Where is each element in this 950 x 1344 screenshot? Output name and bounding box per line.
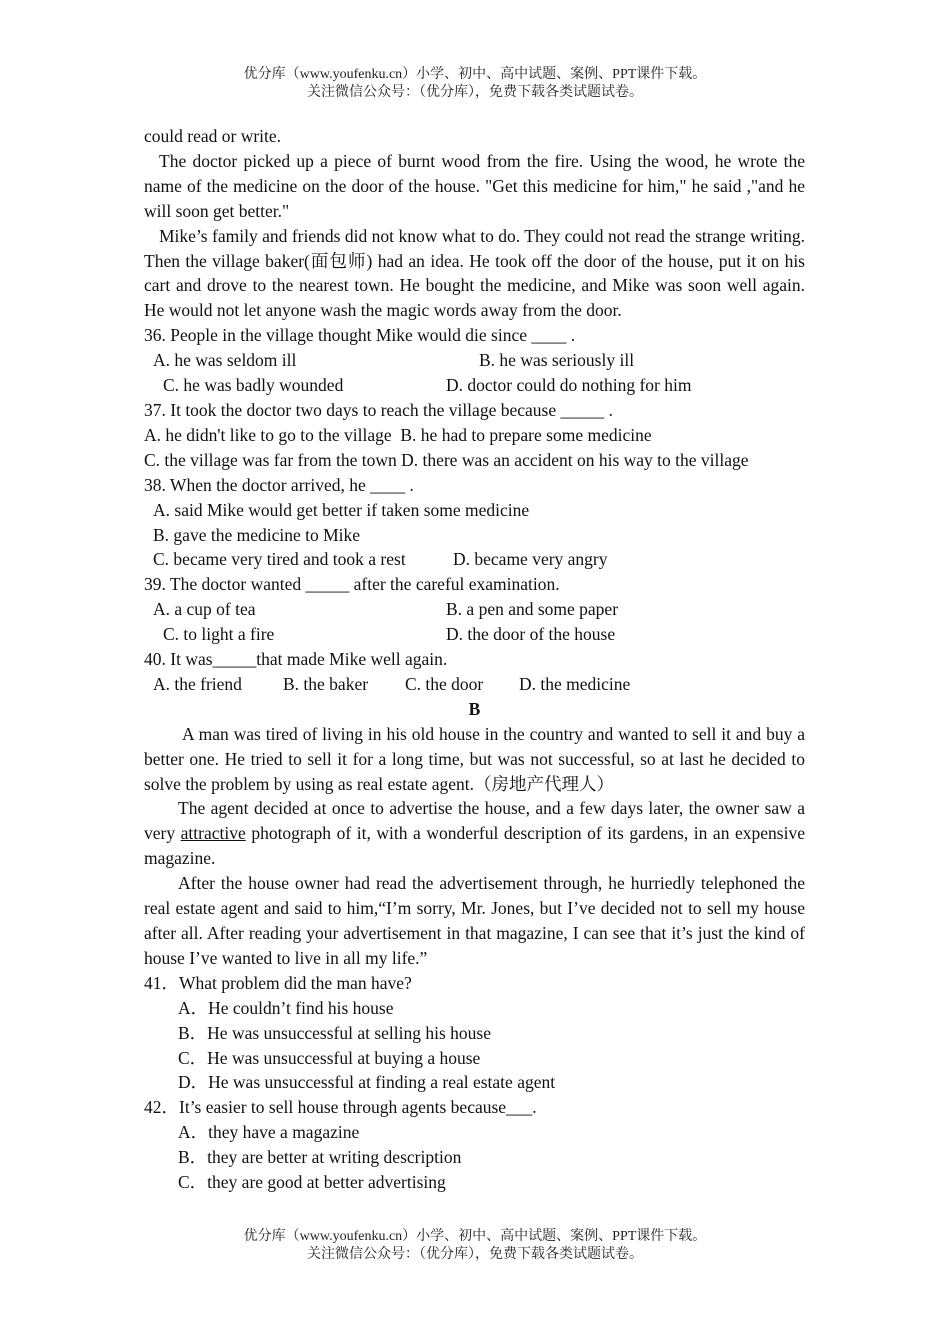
header-line-2: 关注微信公众号：（优分库），免费下载各类试题试卷。 [307,85,643,100]
document-body [144,124,805,1195]
question-39-options-ab [144,597,805,622]
option-39-b: B. a pen and some paper [446,599,619,620]
section-b-heading: B [468,698,481,719]
question-40-options [144,672,805,697]
option-41-c: C．He was unsuccessful at buying a house [178,1047,481,1068]
option-40-d: D. the medicine [519,673,631,694]
option-38-d: D. became very angry [453,549,608,570]
footer-line-1: 优分库（www.youfenku.cn）小学、初中、高中试题、案例、PPT课件下载。 [243,1229,707,1244]
option-36-b: B. he was seriously ill [479,350,635,371]
question-38-options-cd [144,547,805,572]
question-42-stem: 42．It’s easier to sell house through agents because___. [144,1097,537,1118]
option-41-b: B．He was unsuccessful at selling his house [178,1022,492,1043]
page-header [0,66,950,102]
question-38-stem: 38. When the doctor arrived, he ____ . [144,474,414,495]
option-41-a: A．He couldn’t find his house [178,997,394,1018]
passage-a-paragraph-2: Mike’s family and friends did not know what to do. They could not read the strange writing. Then the village baker(面包师) had an idea. He took off the door of the house, put it on his cart and drove to the nearest town. He bought the medicine, and Mike was soon well again. He would not let anyone wash the magic words away from the door. [144,225,805,321]
question-37-stem: 37. It took the doctor two days to reach the village because _____ . [144,399,613,420]
option-42-a: A．they have a magazine [178,1122,360,1143]
question-36-options-cd [144,373,805,398]
question-36-options-ab [144,348,805,373]
option-39-c: C. to light a fire [163,624,275,645]
passage-b-paragraph-2 [144,796,805,871]
option-40-a: A. the friend [153,673,242,694]
passage-b-paragraph-3: After the house owner had read the advertisement through, he hurriedly telephoned the real estate agent and said to him,“I’m sorry, Mr. Jones, but I’ve decided not to sell my house after all. After reading your advertisement in that magazine, I can see that it’s just the kind of house I’ve wanted to live in all my life.” [144,873,805,968]
option-38-a: A. said Mike would get better if taken some medicine [153,499,530,520]
underlined-word: attractive [180,823,246,844]
passage-b-paragraph-2-start: The agent decided at once to advertise the house, and a few days later, the owner saw a very [144,798,805,844]
option-36-c: C. he was badly wounded [163,375,344,396]
header-line-1: 优分库（www.youfenku.cn）小学、初中、高中试题、案例、PPT课件下载。 [243,67,707,82]
option-39-a: A. a cup of tea [153,599,256,620]
option-38-b: B. gave the medicine to Mike [153,524,361,545]
footer-line-2: 关注微信公众号：（优分库），免费下载各类试题试卷。 [307,1247,643,1262]
option-41-d: D．He was unsuccessful at finding a real estate agent [178,1072,556,1093]
question-37-options-ab: A. he didn't like to go to the village B. he had to prepare some medicine [144,424,652,445]
passage-b-paragraph-2-end: photograph of it, with a wonderful description of its gardens, in an expensive magazine. [144,823,805,869]
option-36-a: A. he was seldom ill [153,350,297,371]
question-39-stem: 39. The doctor wanted _____ after the careful examination. [144,574,560,595]
passage-a-fragment: could read or write. [144,126,282,146]
option-42-c: C．they are good at better advertising [178,1172,446,1193]
option-36-d: D. doctor could do nothing for him [446,375,692,396]
option-38-c: C. became very tired and took a rest [153,549,406,570]
option-39-d: D. the door of the house [446,624,616,645]
question-40-stem: 40. It was_____that made Mike well again. [144,649,448,670]
passage-b-paragraph-1: A man was tired of living in his old house in the country and wanted to sell it and buy a better one. He tried to sell it for a long time, but was not successful, so at last he decided to solve the problem by using as real estate agent.（房地产代理人） [144,723,805,794]
question-39-options-cd [144,622,805,647]
passage-a-paragraph-1: The doctor picked up a piece of burnt wood from the fire. Using the wood, he wrote the name of the medicine on the door of the house. "Get this medicine for him," he said ,"and he will soon get better." [144,150,805,221]
option-40-b: B. the baker [283,673,369,694]
option-40-c: C. the door [405,673,484,694]
question-41-stem: 41．What problem did the man have? [144,972,412,993]
question-37-options-cd: C. the village was far from the town D. there was an accident on his way to the village [144,449,749,470]
question-36-stem: 36. People in the village thought Mike would die since ____ . [144,325,576,346]
page-footer [0,1228,950,1264]
option-42-b: B．they are better at writing description [178,1147,462,1168]
